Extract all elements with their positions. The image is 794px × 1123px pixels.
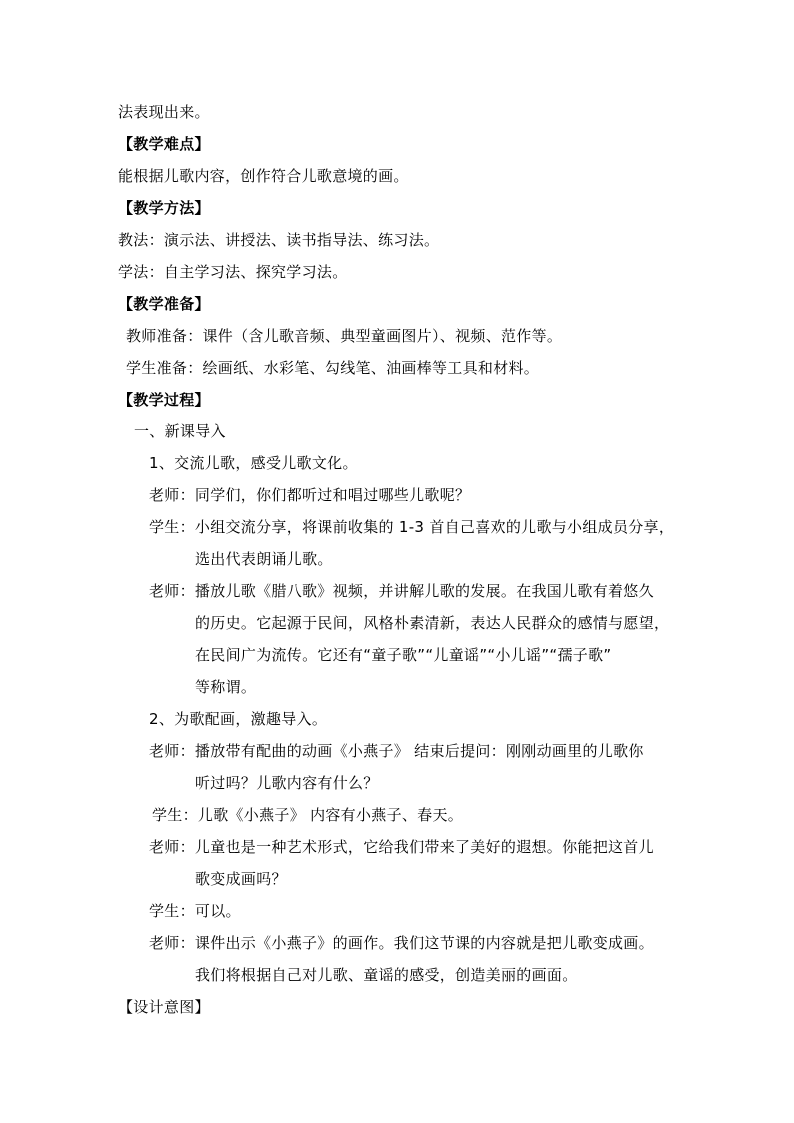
section-heading-difficulty: 【教学难点】 [118, 135, 210, 153]
section-heading-process: 【教学过程】 [118, 391, 210, 409]
text-line: 选出代表朗诵儿歌。 [195, 550, 333, 568]
text-line: 歌变成画吗？ [195, 870, 287, 888]
text-line: 我们将根据自己对儿歌、童谣的感受，创造美丽的画面。 [195, 966, 578, 984]
text-line: 教法：演示法、讲授法、读书指导法、练习法。 [118, 231, 440, 249]
text-line: 一、新课导入 [134, 422, 226, 440]
section-heading-prep: 【教学准备】 [118, 295, 210, 313]
text-line: 学生：小组交流分享，将课前收集的 1-3 首自己喜欢的儿歌与小组成员分享， [149, 518, 675, 536]
text-line: 的历史。它起源于民间，风格朴素清新，表达人民群众的感情与愿望， [195, 614, 670, 632]
text-line: 老师：儿童也是一种艺术形式，它给我们带来了美好的遐想。你能把这首儿 [149, 838, 654, 856]
section-heading-method: 【教学方法】 [118, 199, 210, 217]
text-line: 老师：播放儿歌《腊八歌》视频，并讲解儿歌的发展。在我国儿歌有着悠久 [149, 582, 654, 600]
text-line: 学法：自主学习法、探究学习法。 [118, 263, 348, 281]
text-line: 老师：播放带有配曲的动画《小燕子》 结束后提问：刚刚动画里的儿歌你 [149, 742, 644, 760]
text-line: 能根据儿歌内容，创作符合儿歌意境的画。 [118, 167, 409, 185]
text-line: 学生准备：绘画纸、水彩笔、勾线笔、油画棒等工具和材料。 [126, 359, 540, 377]
text-line: 法表现出来。 [118, 103, 210, 121]
text-line: 教师准备：课件（含儿歌音频、典型童画图片）、视频、范作等。 [126, 327, 563, 345]
text-line: 学生：可以。 [149, 902, 241, 920]
text-line: 老师：课件出示《小燕子》的画作。我们这节课的内容就是把儿歌变成画。 [149, 934, 654, 952]
text-line: 学生：儿歌《小燕子》 内容有小燕子、春天。 [152, 806, 464, 824]
section-heading-design: 【设计意图】 [118, 998, 210, 1016]
text-line: 等称谓。 [195, 678, 257, 696]
text-line: 2、为歌配画，激趣导入。 [149, 710, 328, 728]
text-line: 在民间广为流传。它还有“童子歌”“儿童谣”“小儿谣”“孺子歌” [195, 646, 612, 664]
text-line: 听过吗？儿歌内容有什么？ [195, 774, 379, 792]
text-line: 老师：同学们，你们都听过和唱过哪些儿歌呢？ [149, 486, 471, 504]
text-line: 1、交流儿歌，感受儿歌文化。 [149, 454, 358, 472]
